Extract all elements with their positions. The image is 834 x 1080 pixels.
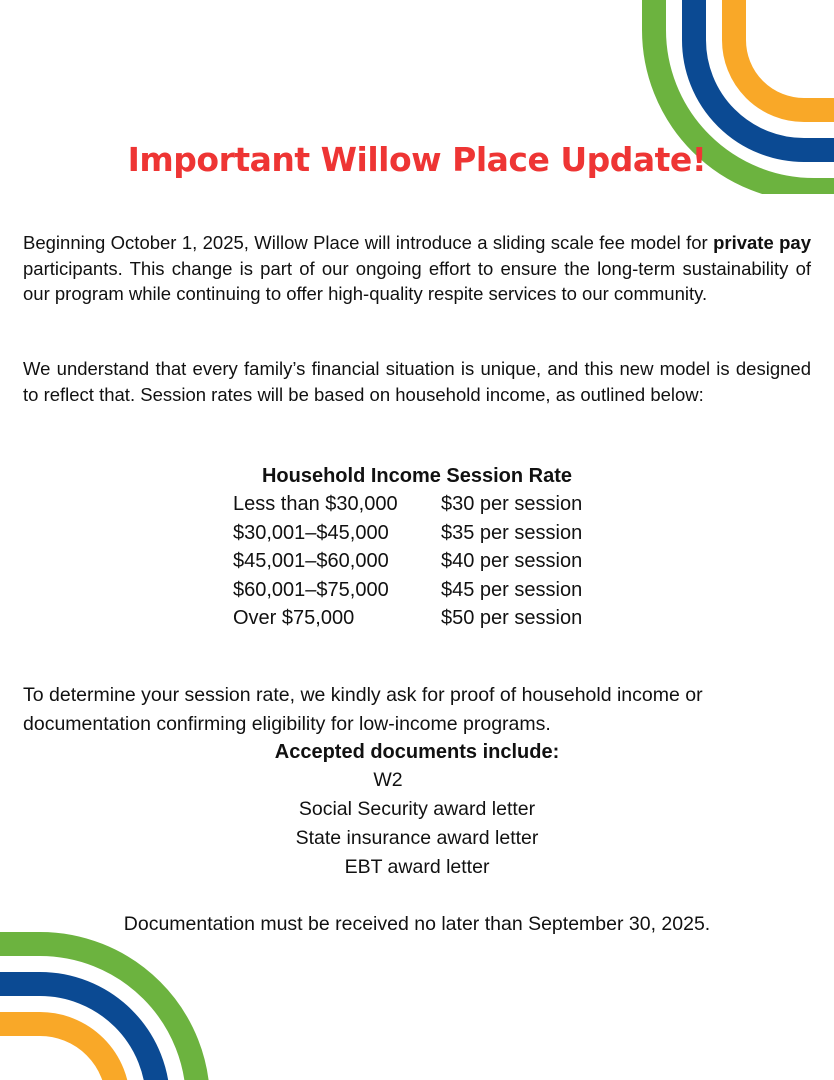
rates-table <box>0 462 834 633</box>
page-title: Important Willow Place Update! <box>127 140 707 179</box>
list-item: EBT award letter <box>344 856 490 878</box>
intro-text-start: Beginning October 1, 2025, Willow Place will introduce a sliding scale fee model for <box>23 232 714 253</box>
rates-table-row <box>0 519 834 548</box>
bottom-left-decorative-arcs <box>0 930 215 1080</box>
list-item: State insurance award letter <box>295 827 539 849</box>
rate-cell: $45 per session <box>441 578 583 601</box>
intro-paragraph <box>23 230 811 307</box>
list-item: W2 <box>373 769 403 791</box>
income-cell: Less than $30,000 <box>233 493 398 515</box>
income-cell: $30,001–$45,000 <box>233 521 389 544</box>
deadline-notice: Documentation must be received no later than September 30, 2025. <box>123 913 711 935</box>
income-cell: $60,001–$75,000 <box>233 578 389 601</box>
intro-text-bold: private pay <box>713 232 811 253</box>
rates-table-row <box>0 547 834 576</box>
income-cell: $45,001–$60,000 <box>233 550 389 573</box>
accepted-documents-list <box>0 766 834 882</box>
rate-cell: $40 per session <box>441 550 583 573</box>
list-item: Social Security award letter <box>298 798 536 820</box>
rates-table-row <box>0 490 834 519</box>
rates-table-row <box>0 604 834 633</box>
rates-table-row <box>0 576 834 605</box>
rate-cell: $50 per session <box>441 607 583 630</box>
income-paragraph: We understand that every family’s financial situation is unique, and this new model is designed to reflect that. Session rates will be based on household income, as outlined below: <box>23 358 811 405</box>
rate-cell: $35 per session <box>441 521 583 544</box>
accepted-documents-heading: Accepted documents include: <box>274 741 560 763</box>
income-cell: Over $75,000 <box>233 607 355 630</box>
intro-text-end: participants. This change is part of our ongoing effort to ensure the long-term sustainability of our program while continuing to offer high-quality respite services to our community. <box>23 257 811 304</box>
documentation-paragraph: To determine your session rate, we kindly ask for proof of household income or documentation confirming eligibility for low-income programs. <box>23 684 703 735</box>
rate-cell: $30 per session <box>441 493 583 515</box>
rates-table-header: Household Income Session Rate <box>261 465 573 487</box>
